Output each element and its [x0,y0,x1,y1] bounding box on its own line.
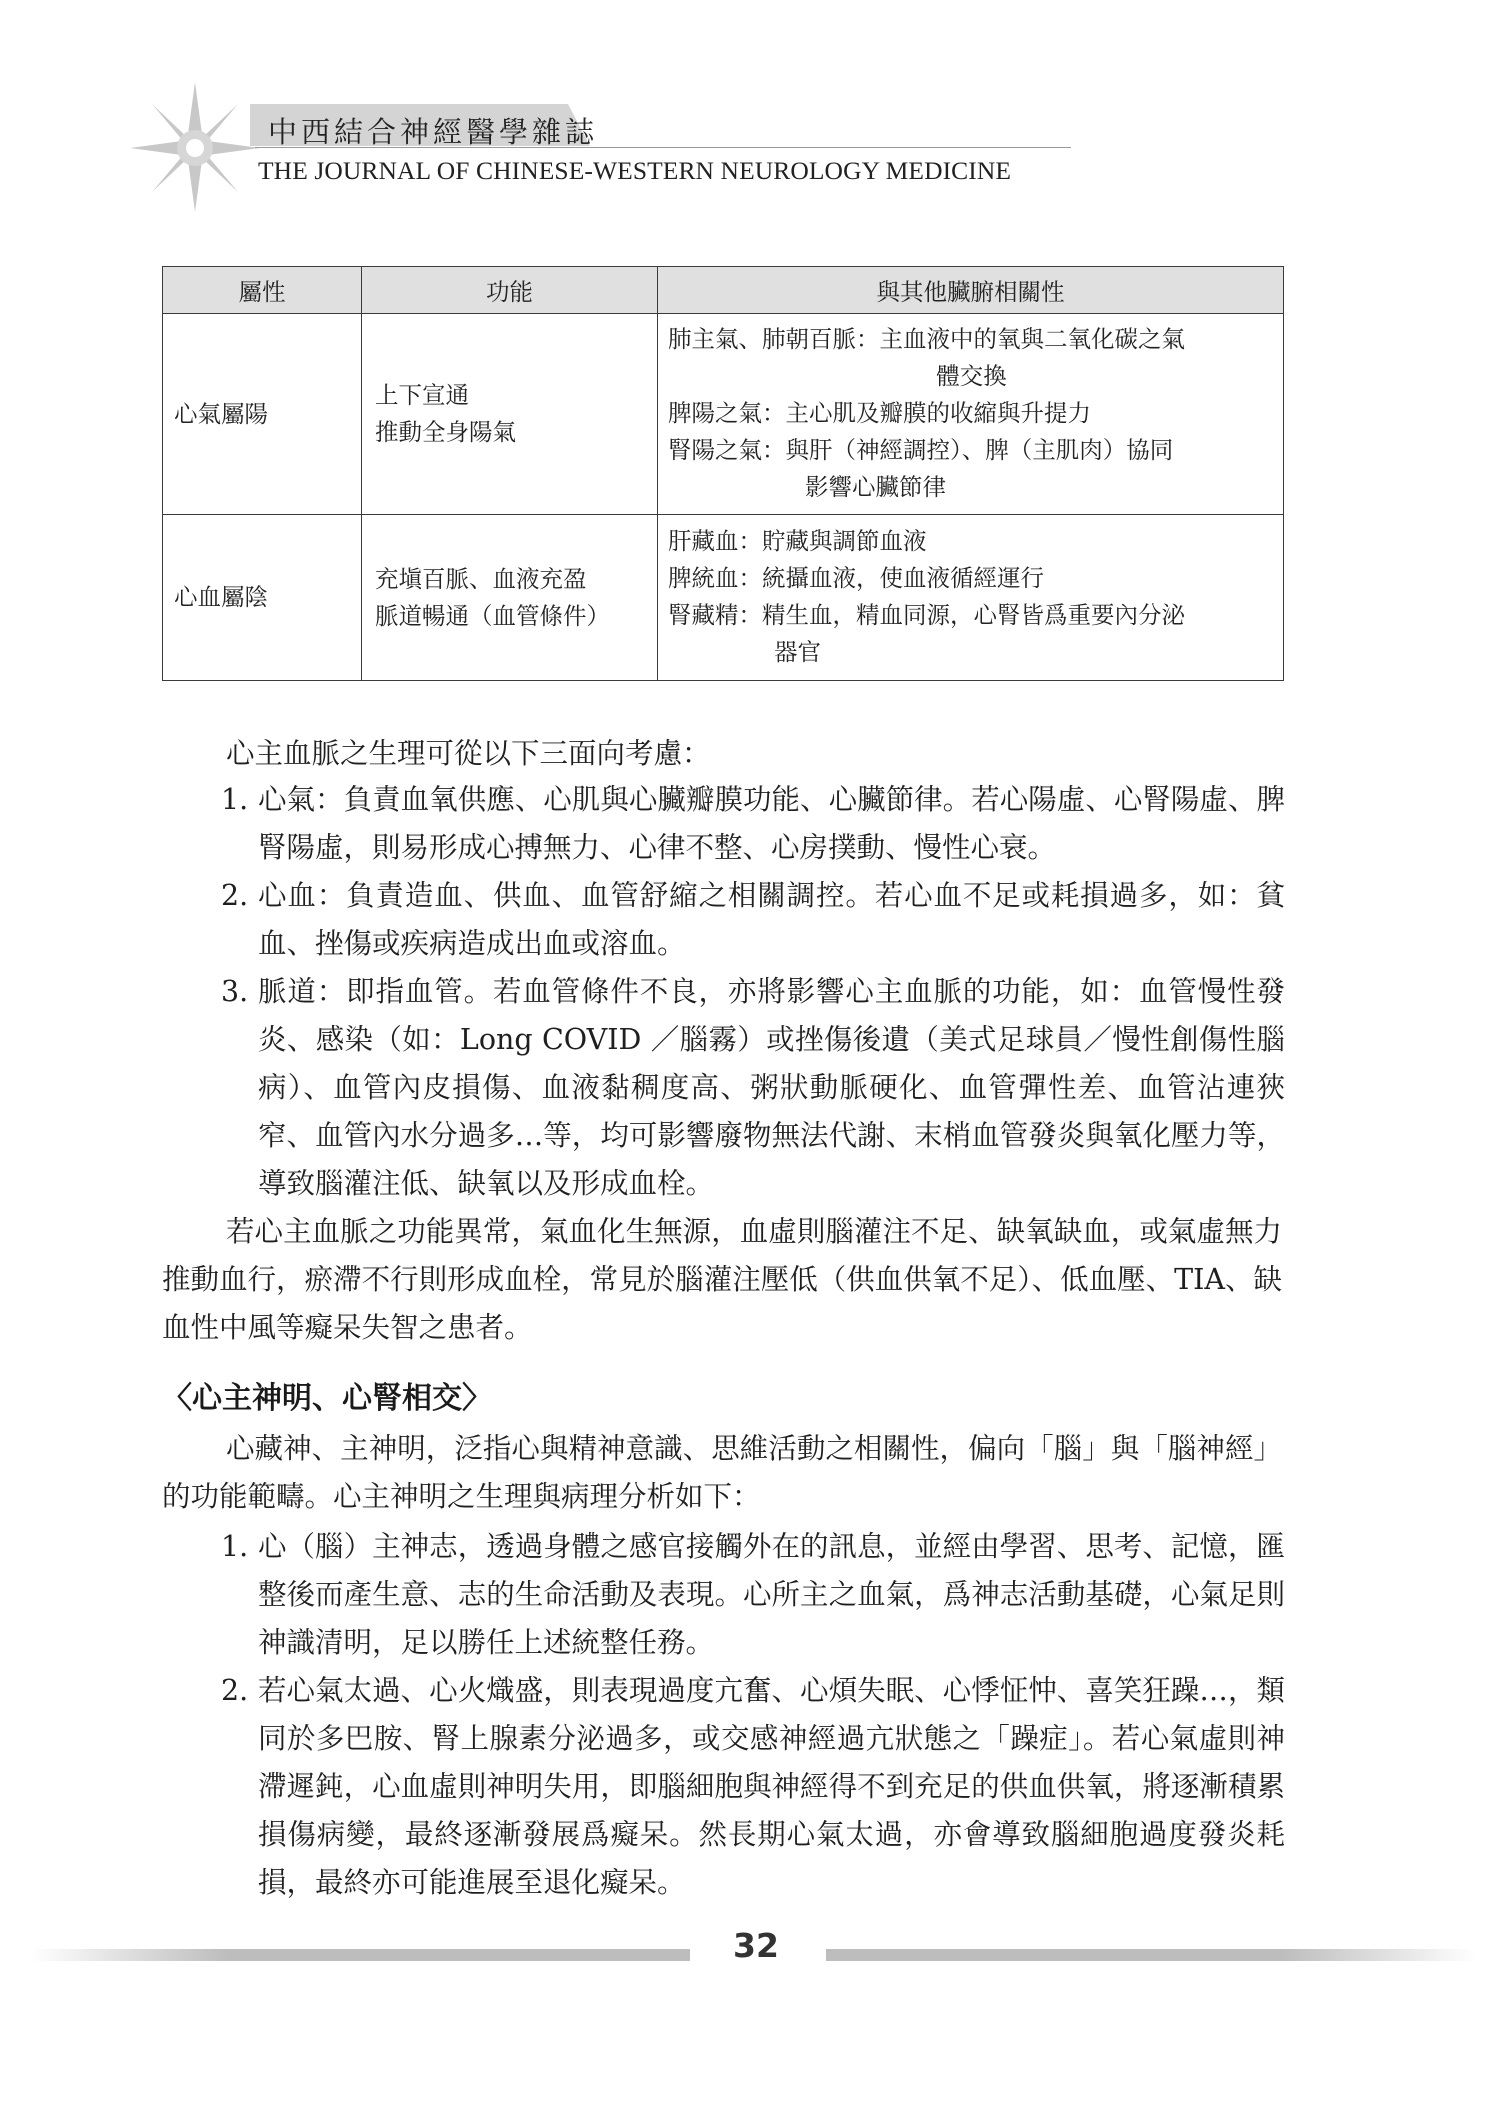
list-text: 心氣：負責血氧供應、心肌與心臟瓣膜功能、心臟節律。若心陽虛、心腎陽虛、脾腎陽虛，則易形成心搏無力、心律不整、心房撲動、慢性心衰。 [258,783,1285,864]
section-heading: 〈心主神明、心腎相交〉 [162,1381,492,1416]
journal-title-english: THE JOURNAL OF CHINESE-WESTERN NEUROLOGY MEDICINE [258,156,1012,185]
relation-organ: 脾陽之氣： [668,398,786,427]
header-divider [255,147,1071,148]
relation-line [668,395,1275,432]
table-row [163,515,1284,681]
relation-description: 影響心臟節律 [805,472,946,501]
journal-title-chinese: 中西結合神經醫學雜誌 [268,115,599,149]
attribute-cell: 心血屬陰 [163,515,362,681]
list-number: 1. [221,1530,249,1563]
table-row [163,314,1284,515]
relation-organ: 肺主氣、肺朝百脈： [668,324,880,353]
relation-line [668,469,1275,506]
relation-description: 精生血，精血同源，心腎皆爲重要內分泌 [762,600,1185,629]
journal-star-logo [130,82,260,212]
list-item [221,968,1285,1208]
function-line: 充塡百脈、血液充盈 [375,564,587,593]
relation-line [668,358,1275,395]
relation-organ: 脾統血： [668,563,762,592]
footer-bar-right [826,1949,1476,1961]
relation-description: 主心肌及瓣膜的收縮與升提力 [785,398,1091,427]
list-text: 心（腦）主神志，透過身體之感官接觸外在的訊息，並經由學習、思考、記憶，匯整後而產生意、志的生命活動及表現。心所主之血氣，爲神志活動基礎，心氣足則神識清明，足以勝任上述統整任務。 [258,1530,1285,1659]
list-number: 2. [221,1674,249,1707]
relation-line [668,432,1275,469]
organ-relation-table [162,266,1284,681]
relation-organ: 肝藏血： [668,526,762,555]
relation-description: 統攝血液，使血液循經運行 [762,563,1044,592]
attribute-cell: 心氣屬陽 [163,314,362,515]
relation-organ: 腎藏精： [668,600,762,629]
list-item [221,872,1285,968]
header-organ-relation: 與其他臟腑相關性 [658,267,1284,314]
relation-organ: 腎陽之氣： [668,435,786,464]
list-text: 心血：負責造血、供血、血管舒縮之相關調控。若心血不足或耗損過多，如：貧血、挫傷或疾病造成出血或溶血。 [258,879,1285,960]
table-header-row [163,267,1284,314]
list-text: 若心氣太過、心火熾盛，則表現過度亢奮、心煩失眠、心悸怔忡、喜笑狂躁…，類同於多巴胺、腎上腺素分泌過多，或交感神經過亢狀態之「躁症」。若心氣虛則神滯遲鈍，心血虛則神明失用，即腦細胞與神經得不到充足的供血供氧，將逐漸積累損傷病變，最終逐漸發展爲癡呆。然長期心氣太過，亦會導致腦細胞過度發炎耗損，最終亦可能進展至退化癡呆。 [258,1674,1285,1899]
list-item [221,1667,1285,1907]
relation-line [668,560,1275,597]
function-cell [362,515,658,681]
header-attribute: 屬性 [163,267,362,314]
relation-description: 與肝（神經調控）、脾（主肌肉）協同 [785,435,1174,464]
function-line: 脈道暢通（血管條件） [375,601,610,630]
relation-description: 主血液中的氧與二氧化碳之氣 [879,324,1185,353]
intro-paragraph: 心主血脈之生理可從以下三面向考慮： [226,737,711,770]
relation-cell [658,515,1284,681]
relation-line [668,321,1275,358]
relation-line [668,597,1275,634]
list-number: 2. [221,879,249,912]
page-number: 32 [733,1926,779,1965]
relation-description: 貯藏與調節血液 [762,526,927,555]
body-paragraph: 心藏神、主神明，泛指心與精神意識、思維活動之相關性，偏向「腦」與「腦神經」的功能範疇。心主神明之生理與病理分析如下： [162,1432,1282,1513]
relation-cell [658,314,1284,515]
relation-line [668,634,1275,671]
list-number: 1. [221,783,249,816]
relation-description: 器官 [774,637,821,666]
list-item [221,1523,1285,1667]
function-cell [362,314,658,515]
list-text: 脈道：即指血管。若血管條件不良，亦將影響心主血脈的功能，如：血管慢性發炎、感染（如：Long COVID ／腦霧）或挫傷後遺（美式足球員／慢性創傷性腦病）、血管內皮損傷、血液黏稠度高、粥狀動脈硬化、血管彈性差、血管沾連狹窄、血管內水分過多…等，均可影響廢物無法代謝、末梢血管發炎與氧化壓力等，導致腦灌注低、缺氧以及形成血栓。 [258,975,1285,1200]
body-paragraph: 若心主血脈之功能異常，氣血化生無源，血虛則腦灌注不足、缺氧缺血，或氣虛無力推動血行，瘀滯不行則形成血栓，常見於腦灌注壓低（供血供氧不足）、低血壓、TIA、缺血性中風等癡呆失智之患者。 [162,1215,1282,1344]
list-item [221,776,1285,872]
function-line: 上下宣通 [375,381,469,409]
list-number: 3. [221,975,249,1008]
relation-line [668,523,1275,560]
relation-description: 體交換 [936,361,1007,390]
header-function: 功能 [362,267,658,314]
function-line: 推動全身陽氣 [375,418,516,446]
footer-bar-left [30,1949,690,1961]
